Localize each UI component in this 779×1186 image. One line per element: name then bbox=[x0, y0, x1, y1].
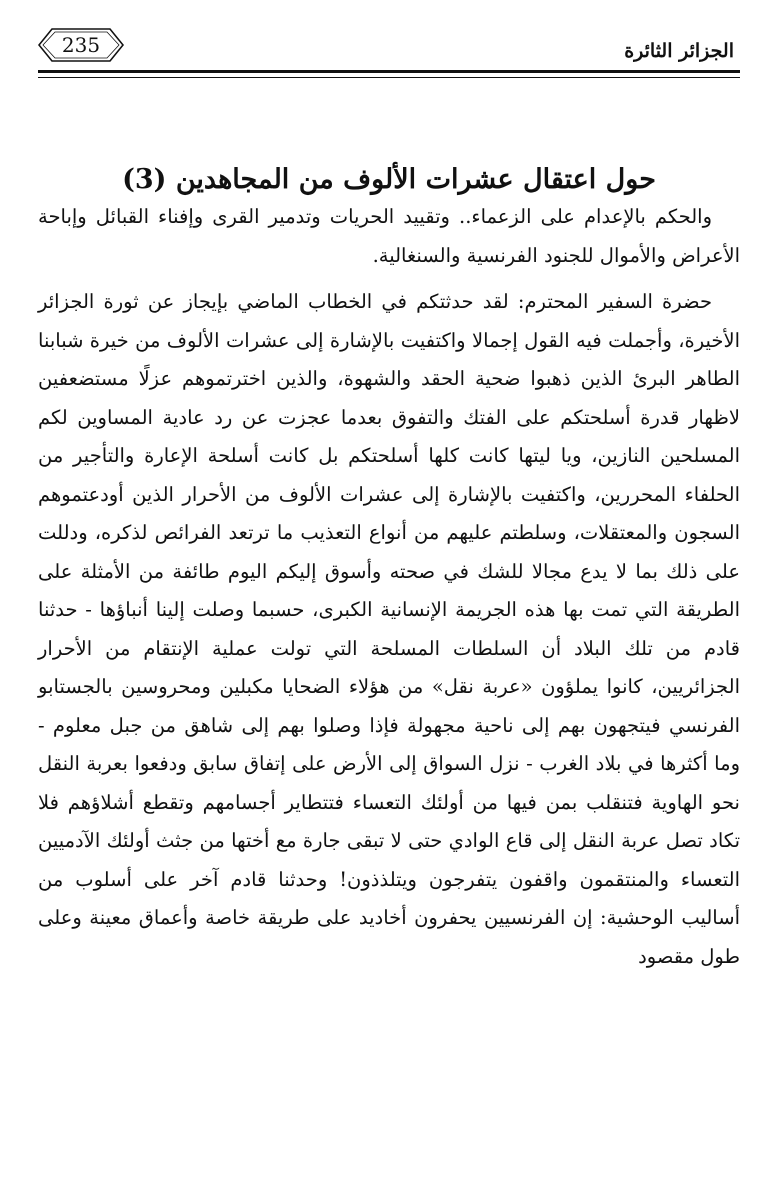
header-rule-thin bbox=[38, 77, 740, 78]
header-rule-thick bbox=[38, 70, 740, 73]
body-text bbox=[38, 198, 740, 976]
page-header bbox=[38, 28, 740, 70]
page-number: 235 bbox=[61, 33, 101, 57]
paragraph: والحكم بالإعدام على الزعماء.. وتقييد الحريات وتدمير القرى وإفناء القبائل وإباحة الأعراض والأموال للجنود الفرنسية والسنغالية. bbox=[38, 205, 740, 267]
chapter-title: حول اعتقال عشرات الألوف من المجاهدين (3) bbox=[122, 164, 656, 196]
running-title: الجزائر الثائرة bbox=[624, 40, 734, 62]
paragraph: حضرة السفير المحترم: لقد حدثتكم في الخطاب الماضي بإيجاز عن ثورة الجزائر الأخيرة، وأجملت فيه القول إجمالا واكتفيت بالإشارة إلى عشرات الألوف من خيرة شبابنا الطاهر البرئ الذين ذهبوا ضحية الحقد والشهوة، والذين اخترتموهم عزلًا مستضعفين لاظهار قدرة أسلحتكم على الفتك والتفوق بعدما عجزت عن رد عادية المساوين لكم المسلحين النازين، ويا ليتها كانت كلها أسلحتكم بل كانت أسلحة الإعارة والتأجير من الحلفاء المحررين، واكتفيت بالإشارة إلى عشرات الألوف من الأحرار الذين أودعتموهم السجون والمعتقلات، وسلطتم عليهم من أنواع التعذيب ما ترتعد الفرائص لذكره، ودللت على ذلك بما لا يدع مجالا للشك في صحته وأسوق إليكم اليوم طائفة من الأمثلة على الطريقة التي تمت بها هذه الجريمة الإنسانية الكبرى، حسبما وصلت إلينا أنباؤها - حدثنا قادم من تلك البلاد أن السلطات المسلحة التي تولت عملية الإنتقام من الأحرار الجزائريين، كانوا يملؤون «عربة نقل» من هؤلاء الضحايا مكبلين ومحروسين بالجستابو الفرنسي فيتجهون بهم إلى ناحية مجهولة فإذا وصلوا بهم إلى شاهق من جبل معلوم - وما أكثرها في بلاد الغرب - نزل السواق إلى الأرض على إتفاق سابق ودفعوا بعربة النقل نحو الهاوية فتنقلب بمن فيها من أولئك التعساء فتتطاير أجسامهم وتقطع أشلاؤهم فلا تكاد تصل عربة النقل إلى قاع الوادي حتى لا تبقى جارة مع أختها من جثث أولئك الآدميين التعساء والمنتقمون واقفون يتفرجون ويتلذذون! وحدثنا قادم آخر على أسلوب من أساليب الوحشية: إن الفرنسيين يحفرون أخاديد على طريقة خاصة وأعماق معينة وعلى طول مقصود bbox=[38, 290, 740, 968]
page-number-badge bbox=[38, 28, 124, 62]
